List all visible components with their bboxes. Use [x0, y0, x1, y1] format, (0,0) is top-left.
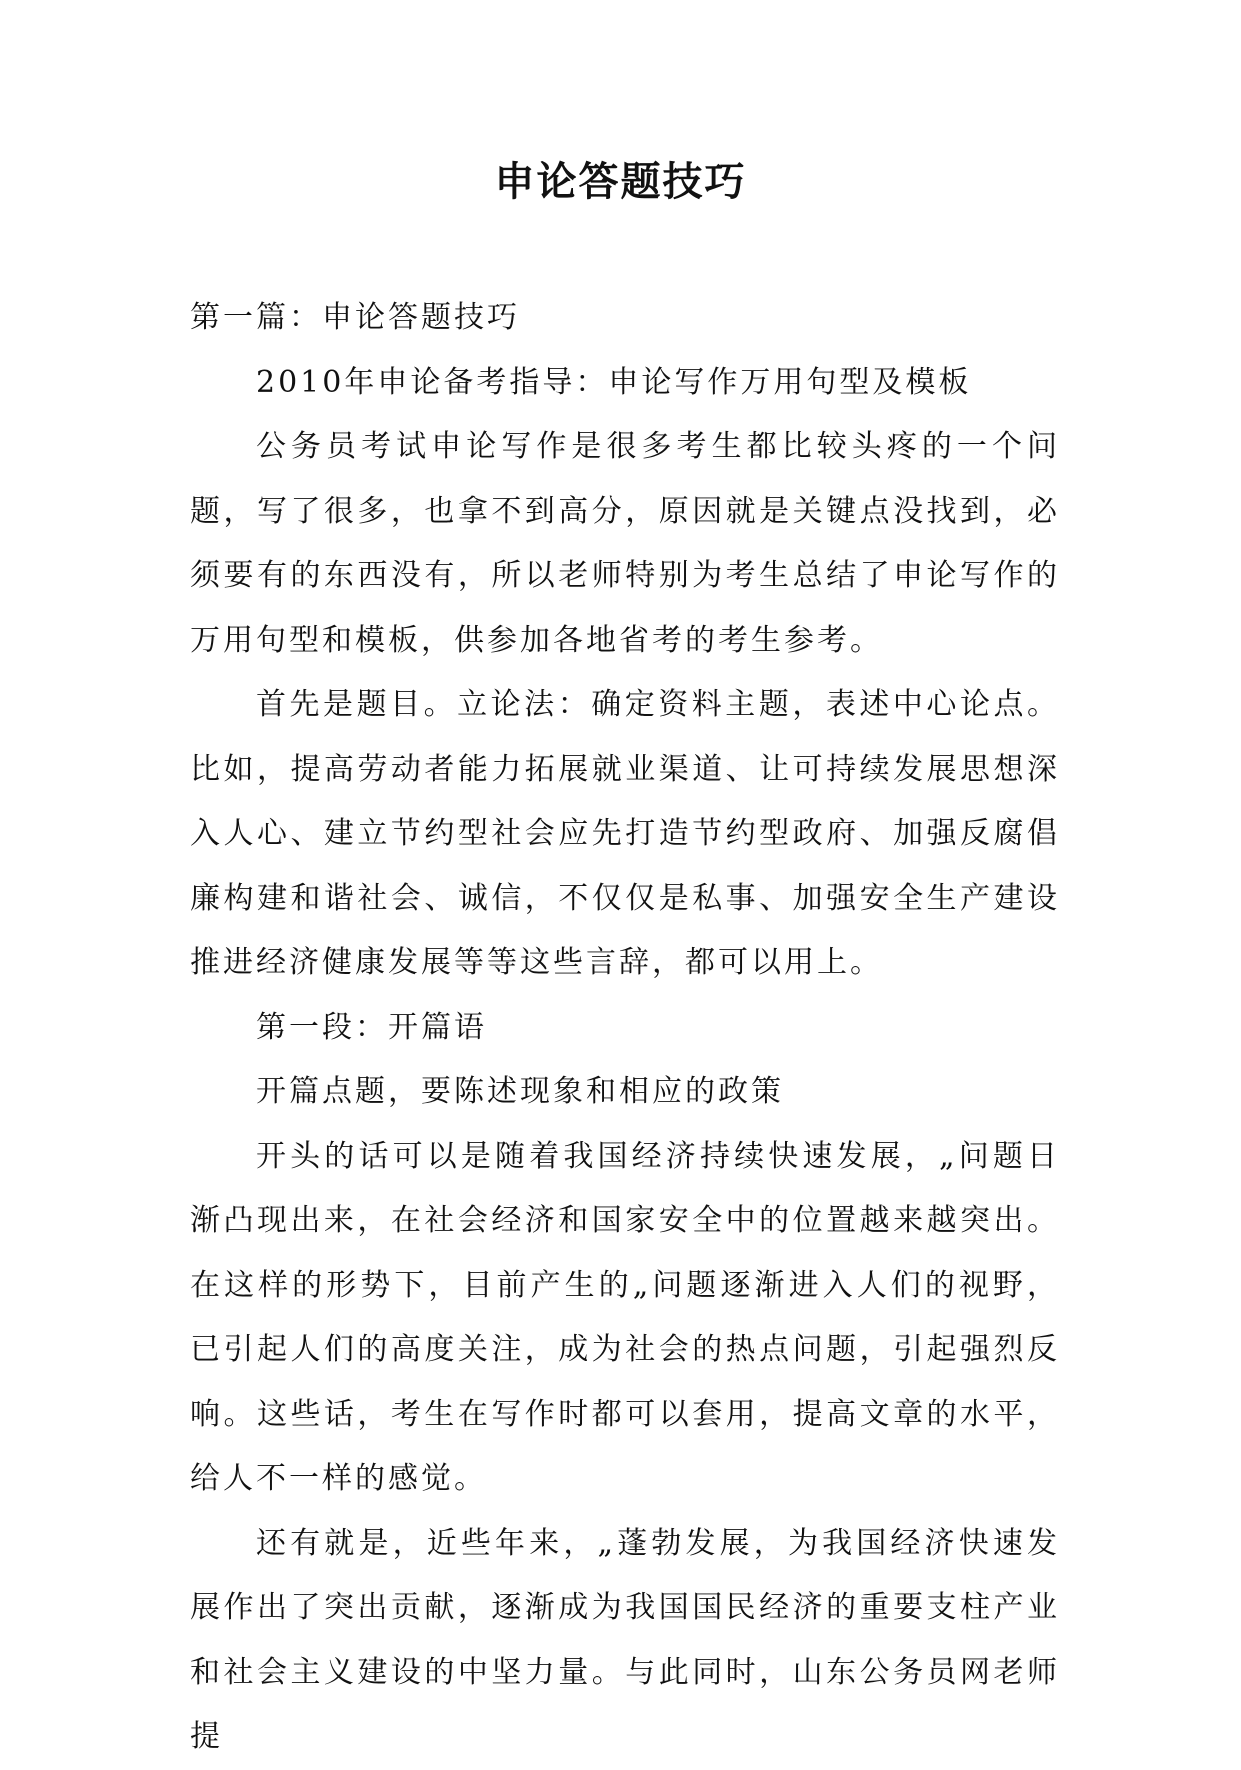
opening-example-paragraph: 开头的话可以是随着我国经济持续快速发展，„问题日渐凸现出来，在社会经济和国家安全中的位置越来越突出。在这样的形势下，目前产生的„问题逐渐进入人们的视野，已引起人们的高度关注，成为社会的热点问题，引起强烈反响。这些话，考生在写作时都可以套用，提高文章的水平，给人不一样的感觉。: [190, 1138, 1060, 1496]
additional-example-paragraph: 还有就是，近些年来，„蓬勃发展，为我国经济快速发展作出了突出贡献，逐渐成为我国国民经济的重要支柱产业和社会主义建设的中坚力量。与此同时，山东公务员网老师提: [190, 1525, 1060, 1754]
document-title: 申论答题技巧: [494, 159, 747, 205]
topic-paragraph: 首先是题目。立论法：确定资料主题，表述中心论点。比如，提高劳动者能力拓展就业渠道、让可持续发展思想深入人心、建立节约型社会应先打造节约型政府、加强反腐倡廉构建和谐社会、诚信，不仅仅是私事、加强安全生产建设推进经济健康发展等等这些言辞，都可以用上。: [190, 687, 1060, 980]
section-heading: 第一篇：申论答题技巧: [190, 300, 520, 335]
first-section-label: 第一段：开篇语: [256, 1009, 487, 1045]
subtitle-paragraph: 2010年申论备考指导：申论写作万用句型及模板: [256, 364, 972, 400]
intro-paragraph: 公务员考试申论写作是很多考生都比较头疼的一个问题，写了很多，也拿不到高分，原因就是关键点没找到，必须要有的东西没有，所以老师特别为考生总结了申论写作的万用句型和模板，供参加各地省考的考生参考。: [190, 429, 1060, 658]
opening-instruction: 开篇点题，要陈述现象和相应的政策: [256, 1074, 784, 1109]
document-body: [190, 286, 1060, 1770]
